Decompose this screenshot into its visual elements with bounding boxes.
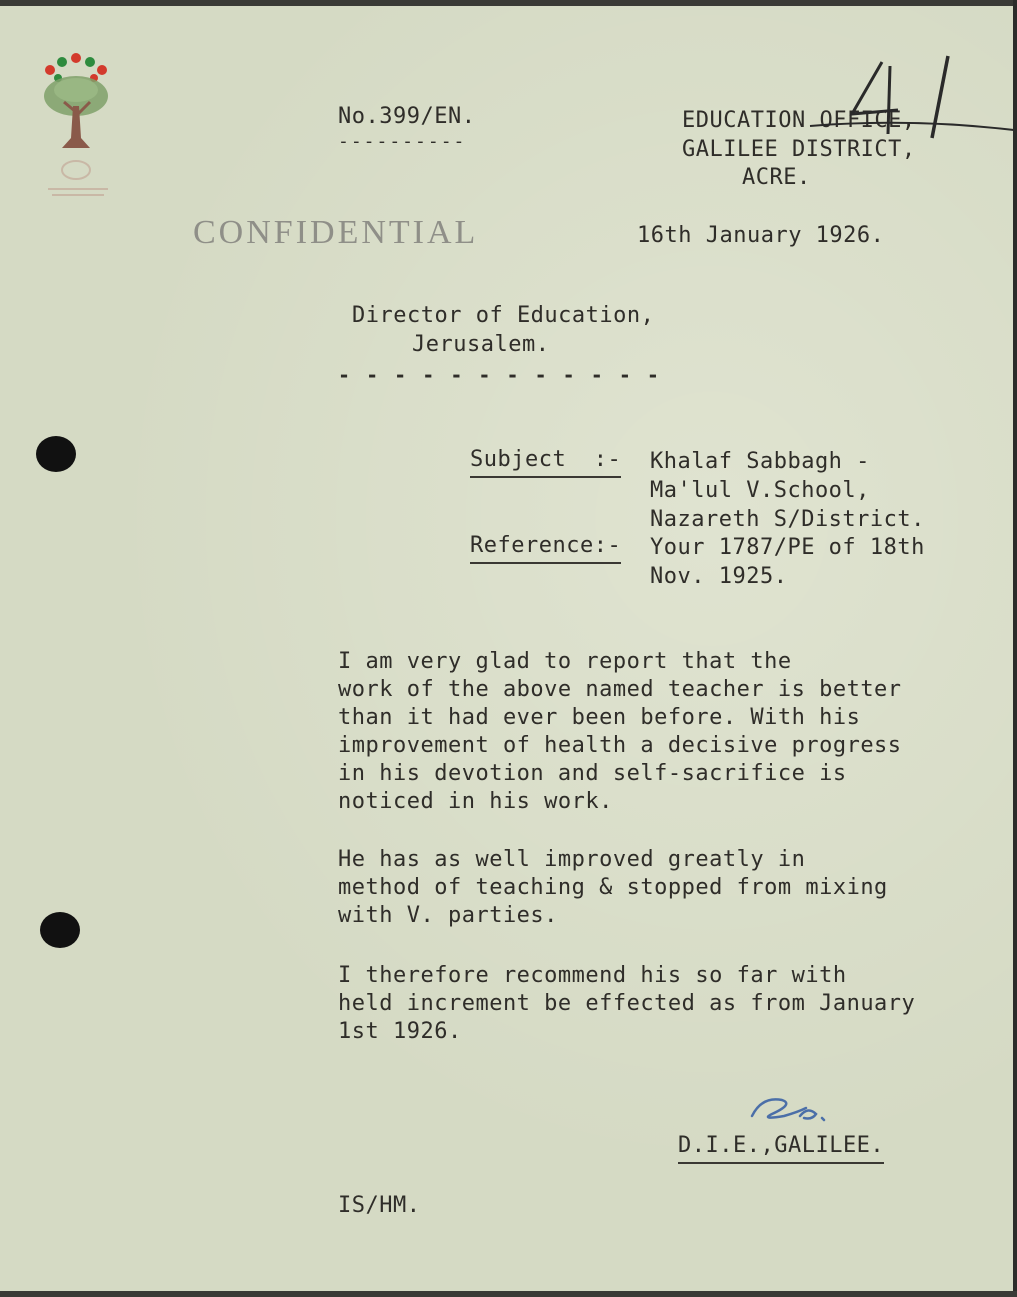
reference-number-underline: ---------- <box>338 131 467 152</box>
subject-label: Subject :- <box>470 446 621 478</box>
paragraph-line: method of teaching & stopped from mixing <box>338 875 888 900</box>
confidential-stamp: CONFIDENTIAL <box>193 214 479 251</box>
paragraph-line: in his devotion and self-sacrifice is <box>338 761 847 786</box>
body-paragraph-2 <box>338 846 978 930</box>
punch-hole-bottom <box>40 912 80 948</box>
paragraph-line: work of the above named teacher is better <box>338 677 902 702</box>
addressee-separator: - - - - - - - - - - - - <box>338 363 661 387</box>
handwritten-folio-mark <box>790 52 1014 162</box>
paragraph-line: held increment be effected as from January <box>338 991 916 1016</box>
addressee-line-1: Director of Education, <box>352 303 655 328</box>
punch-hole-top <box>36 436 76 472</box>
reference-line-2: Nov. 1925. <box>650 564 788 589</box>
scan-edge-top <box>0 0 1017 6</box>
archive-tree-logo <box>40 52 116 202</box>
paragraph-line: improvement of health a decisive progress <box>338 733 902 758</box>
paragraph-line: I am very glad to report that the <box>338 649 792 674</box>
office-line-2: GALILEE DISTRICT, <box>682 137 916 162</box>
paragraph-line: He has as well improved greatly in <box>338 847 806 872</box>
paragraph-line: I therefore recommend his so far with <box>338 963 847 988</box>
reference-line-1: Your 1787/PE of 18th <box>650 535 925 560</box>
reference-label: Reference:- <box>470 532 621 564</box>
office-line-1: EDUCATION OFFICE, <box>682 108 916 133</box>
reference-number: No.399/EN. <box>338 104 476 129</box>
paragraph-line: 1st 1926. <box>338 1019 462 1044</box>
body-paragraph-1 <box>338 648 978 816</box>
office-line-3: ACRE. <box>742 165 811 190</box>
paragraph-line: with V. parties. <box>338 903 558 928</box>
scan-edge-bottom <box>0 1291 1017 1297</box>
paragraph-line: noticed in his work. <box>338 789 613 814</box>
subject-line-3: Nazareth S/District. <box>650 507 925 532</box>
scan-edge-right <box>1013 0 1017 1297</box>
addressee-line-2: Jerusalem. <box>412 332 550 357</box>
body-paragraph-3 <box>338 962 978 1046</box>
signature-title: D.I.E.,GALILEE. <box>678 1132 884 1164</box>
handwritten-initials-signature <box>742 1090 832 1130</box>
subject-line-1: Khalaf Sabbagh - <box>650 449 870 474</box>
paragraph-line: than it had ever been before. With his <box>338 705 861 730</box>
typist-reference: IS/HM. <box>338 1193 421 1218</box>
subject-line-2: Ma'lul V.School, <box>650 478 870 503</box>
letter-date: 16th January 1926. <box>637 223 885 248</box>
